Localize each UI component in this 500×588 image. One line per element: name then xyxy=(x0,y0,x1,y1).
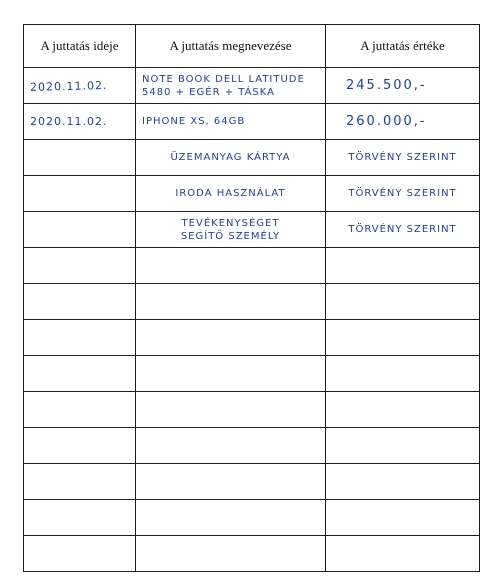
cell-date xyxy=(24,500,136,536)
cell-name xyxy=(136,68,326,104)
table-row xyxy=(24,428,480,464)
handwritten-date: 2020.11.02. xyxy=(30,115,108,128)
table-row xyxy=(24,392,480,428)
cell-name xyxy=(136,536,326,572)
cell-value xyxy=(326,536,480,572)
header-name: A juttatás megnevezése xyxy=(136,25,326,68)
handwritten-value: 260.000,- xyxy=(346,114,427,129)
table-row xyxy=(24,212,480,248)
handwritten-name-line1: NOTE BOOK DELL LATITUDE xyxy=(142,73,305,85)
table-row xyxy=(24,140,480,176)
cell-date xyxy=(24,284,136,320)
handwritten-name-line1: ÜZEMANYAG KÁRTYA xyxy=(170,152,291,163)
cell-date xyxy=(24,536,136,572)
cell-value xyxy=(326,428,480,464)
table-row xyxy=(24,320,480,356)
cell-date xyxy=(24,176,136,212)
cell-date xyxy=(24,140,136,176)
cell-value xyxy=(326,68,480,104)
handwritten-value: 245.500,- xyxy=(346,78,427,93)
cell-name xyxy=(136,356,326,392)
table-row xyxy=(24,356,480,392)
cell-value xyxy=(326,212,480,248)
handwritten-value: TÖRVÉNY SZERINT xyxy=(348,224,457,235)
handwritten-name-line1: IPHONE XS, 64GB xyxy=(142,116,246,127)
header-date: A juttatás ideje xyxy=(24,25,136,68)
table-row xyxy=(24,104,480,140)
table-row xyxy=(24,248,480,284)
handwritten-value: TÖRVÉNY SZERINT xyxy=(348,152,457,163)
cell-value xyxy=(326,500,480,536)
cell-date xyxy=(24,392,136,428)
table-row xyxy=(24,500,480,536)
cell-value xyxy=(326,320,480,356)
table-row xyxy=(24,536,480,572)
cell-name xyxy=(136,176,326,212)
cell-value xyxy=(326,248,480,284)
cell-date xyxy=(24,68,136,104)
cell-value xyxy=(326,104,480,140)
cell-name xyxy=(136,392,326,428)
cell-value xyxy=(326,464,480,500)
cell-name xyxy=(136,212,326,248)
cell-name xyxy=(136,428,326,464)
cell-value xyxy=(326,176,480,212)
cell-name xyxy=(136,464,326,500)
header-value: A juttatás értéke xyxy=(326,25,480,68)
cell-value xyxy=(326,140,480,176)
table-header-row xyxy=(24,25,480,68)
cell-name xyxy=(136,104,326,140)
handwritten-date: 2020.11.02. xyxy=(29,78,108,94)
cell-date xyxy=(24,248,136,284)
cell-name xyxy=(136,284,326,320)
table-row xyxy=(24,284,480,320)
handwritten-name-line1: TEVÉKENYSÉGET xyxy=(181,217,280,229)
cell-date xyxy=(24,356,136,392)
handwritten-value: TÖRVÉNY SZERINT xyxy=(348,188,457,199)
cell-name xyxy=(136,248,326,284)
cell-value xyxy=(326,392,480,428)
cell-name xyxy=(136,320,326,356)
cell-value xyxy=(326,356,480,392)
table-row xyxy=(24,68,480,104)
cell-date xyxy=(24,464,136,500)
cell-name xyxy=(136,500,326,536)
cell-date xyxy=(24,320,136,356)
handwritten-name-line2: SEGÍTŐ SZEMÉLY xyxy=(180,230,281,242)
table-row xyxy=(24,464,480,500)
cell-date xyxy=(24,428,136,464)
handwritten-name-line1: IRODA HASZNÁLAT xyxy=(175,188,286,199)
table-row xyxy=(24,176,480,212)
cell-value xyxy=(326,284,480,320)
cell-date xyxy=(24,104,136,140)
benefits-table xyxy=(23,24,480,572)
handwritten-name-line2: 5480 + EGÉR + TÁSKA xyxy=(142,86,275,98)
cell-date xyxy=(24,212,136,248)
cell-name xyxy=(136,140,326,176)
